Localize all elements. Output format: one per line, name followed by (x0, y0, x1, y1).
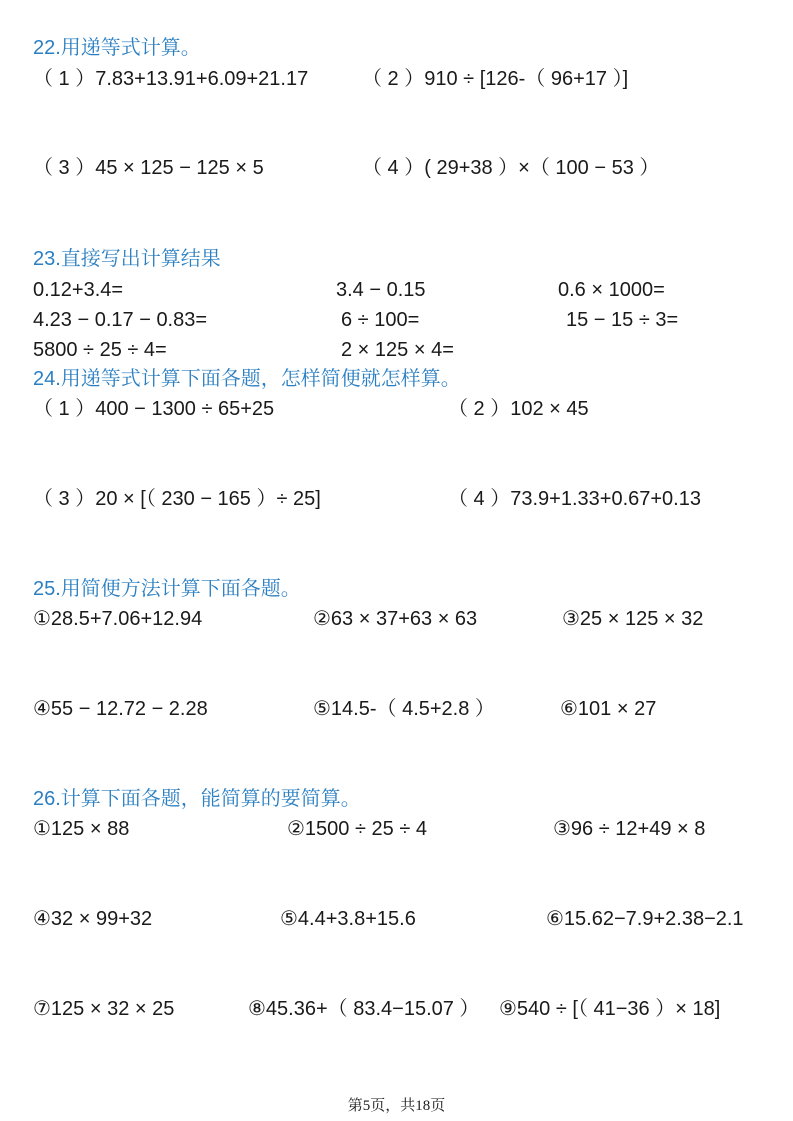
s25-problem-1: ①28.5+7.06+12.94 (33, 608, 203, 630)
s23-r2-c3: 15 − 15 ÷ 3= (566, 309, 679, 331)
s25-problem-4: ④55 − 12.72 − 2.28 (33, 698, 208, 720)
s26-problem-5: ⑤4.4+3.8+15.6 (280, 908, 416, 930)
s22-problem-1: （ 1 ）7.83+13.91+6.09+21.17 (33, 68, 309, 90)
s23-r1-c1: 0.12+3.4= (33, 279, 124, 301)
s26-problem-8: ⑧45.36+（ 83.4−15.07 ） (248, 998, 480, 1020)
section-26-heading: 26.计算下面各题，能简算的要简算。 (33, 788, 361, 810)
s24-problem-3: （ 3 ）20 × [（ 230 − 165 ）÷ 25] (33, 488, 321, 510)
section-22-heading: 22.用递等式计算。 (33, 37, 201, 59)
s23-r3-c1: 5800 ÷ 25 ÷ 4= (33, 339, 167, 361)
s25-problem-2: ②63 × 37+63 × 63 (313, 608, 478, 630)
s22-problem-4: （ 4 ）( 29+38 ）×（ 100 − 53 ） (362, 157, 660, 179)
s25-problem-5: ⑤14.5-（ 4.5+2.8 ） (313, 698, 495, 720)
s23-r3-c2: 2 × 125 × 4= (341, 339, 454, 361)
page-footer: 第5页，共18页 (347, 1098, 446, 1114)
s23-r1-c2: 3.4 − 0.15 (336, 279, 426, 301)
s26-problem-7: ⑦125 × 32 × 25 (33, 998, 175, 1020)
s25-problem-6: ⑥101 × 27 (560, 698, 657, 720)
s25-problem-3: ③25 × 125 × 32 (562, 608, 704, 630)
s24-problem-4: （ 4 ）73.9+1.33+0.67+0.13 (448, 488, 701, 510)
s23-r1-c3: 0.6 × 1000= (558, 279, 665, 301)
s26-problem-9: ⑨540 ÷ [（ 41−36 ）× 18] (499, 998, 721, 1020)
s26-problem-4: ④32 × 99+32 (33, 908, 153, 930)
s26-problem-2: ②1500 ÷ 25 ÷ 4 (287, 818, 427, 840)
s26-problem-6: ⑥15.62−7.9+2.38−2.1 (546, 908, 744, 930)
s26-problem-1: ①125 × 88 (33, 818, 130, 840)
section-24-heading: 24.用递等式计算下面各题，怎样简便就怎样算。 (33, 368, 461, 390)
s26-problem-3: ③96 ÷ 12+49 × 8 (553, 818, 706, 840)
s22-problem-3: （ 3 ）45 × 125 − 125 × 5 (33, 157, 264, 179)
s24-problem-1: （ 1 ）400 − 1300 ÷ 65+25 (33, 398, 275, 420)
s22-problem-2: （ 2 ）910 ÷ [126-（ 96+17 ）] (362, 68, 629, 90)
s23-r2-c2: 6 ÷ 100= (341, 309, 420, 331)
s24-problem-2: （ 2 ）102 × 45 (448, 398, 589, 420)
section-23-heading: 23.直接写出计算结果 (33, 248, 221, 270)
section-25-heading: 25.用简便方法计算下面各题。 (33, 578, 301, 600)
s23-r2-c1: 4.23 − 0.17 − 0.83= (33, 309, 208, 331)
